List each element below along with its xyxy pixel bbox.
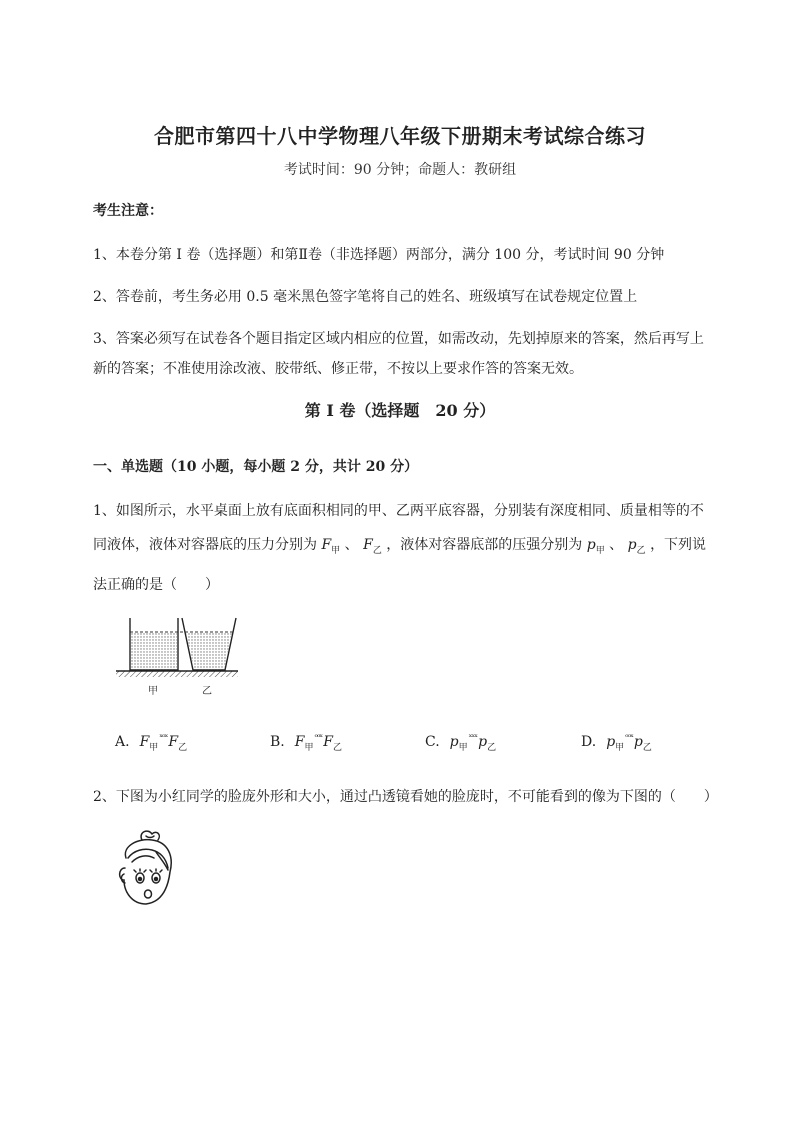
notice-heading: 考生注意： bbox=[93, 203, 163, 219]
option-b[interactable]: B. $F_甲^{ᵒᵒˣ}F_乙$ bbox=[270, 733, 342, 753]
option-c[interactable]: C. $p_甲^{ˣˣˣ}p_乙$ bbox=[425, 733, 497, 753]
force-yi: $F_乙$ bbox=[363, 537, 382, 556]
question-1-text-b: ，液体对容器底部的压强分别为 bbox=[386, 537, 583, 553]
force-jia: $F_甲$ bbox=[321, 537, 341, 556]
section-title: 第 I 卷（选择题 20 分） bbox=[304, 401, 496, 420]
question-1-text-c: ，下列说法正确的是（ ） bbox=[93, 537, 707, 593]
notice-item-2: 2、答卷前，考生务必用 0.5 毫米黑色签字笔将自己的姓名、班级填写在试卷规定位置上 bbox=[93, 289, 638, 305]
notice-item-1: 1、本卷分第 I 卷（选择题）和第Ⅱ卷（非选择题）两部分，满分 100 分，考试时间 90 分钟 bbox=[93, 247, 665, 263]
page-title: 合肥市第四十八中学物理八年级下册期末考试综合练习 bbox=[154, 124, 646, 148]
containers-figure bbox=[110, 612, 240, 698]
option-a[interactable]: A. $F_甲^{ˣᵒˣ}F_乙$ bbox=[115, 733, 188, 753]
question-1-text-a: 1、如图所示，水平桌面上放有底面积相同的甲、乙两平底容器，分别装有深度相同、质量相等的不同液体，液体对容器底的压力分别为 bbox=[93, 503, 704, 553]
option-d[interactable]: D. $p_甲^{ᵒᵒˣ}p_乙$ bbox=[581, 733, 652, 753]
table-hatch bbox=[116, 671, 238, 677]
part-heading: 一、单选题（10 小题，每小题 2 分，共计 20 分） bbox=[93, 459, 419, 475]
pressure-jia: $p_甲$ bbox=[586, 537, 605, 556]
notice-item-3: 3、答案必须写在试卷各个题目指定区域内相应的位置，如需改动，先划掉原来的答案，然后再写上新的答案；不准使用涂改液、胶带纸、修正带，不按以上要求作答的答案无效。 bbox=[93, 331, 704, 377]
question-1-stem: 1、如图所示，水平桌面上放有底面积相同的甲、乙两平底容器，分别装有深度相同、质量相等的不同液体，液体对容器底的压力分别为 $F_甲$ 、 $F_乙$ ，液体对容器底部的压强分别为 $p_甲$ 、 $p_乙$ ，下列说法正确的是（ ） bbox=[93, 503, 707, 593]
liquid-yi bbox=[186, 632, 232, 670]
girl-face-illustration bbox=[112, 828, 182, 920]
pressure-yi: $p_乙$ bbox=[627, 537, 646, 556]
page-subtitle: 考试时间：90 分钟；命题人：教研组 bbox=[283, 162, 517, 178]
label-jia: 甲 bbox=[148, 686, 158, 697]
label-yi: 乙 bbox=[202, 686, 212, 697]
question-1-options bbox=[0, 733, 800, 759]
question-2-stem: 2、下图为小红同学的脸庞外形和大小，通过凸透镜看她的脸庞时，不可能看到的像为下图的（ ） bbox=[93, 789, 718, 805]
liquid-jia bbox=[131, 632, 177, 670]
